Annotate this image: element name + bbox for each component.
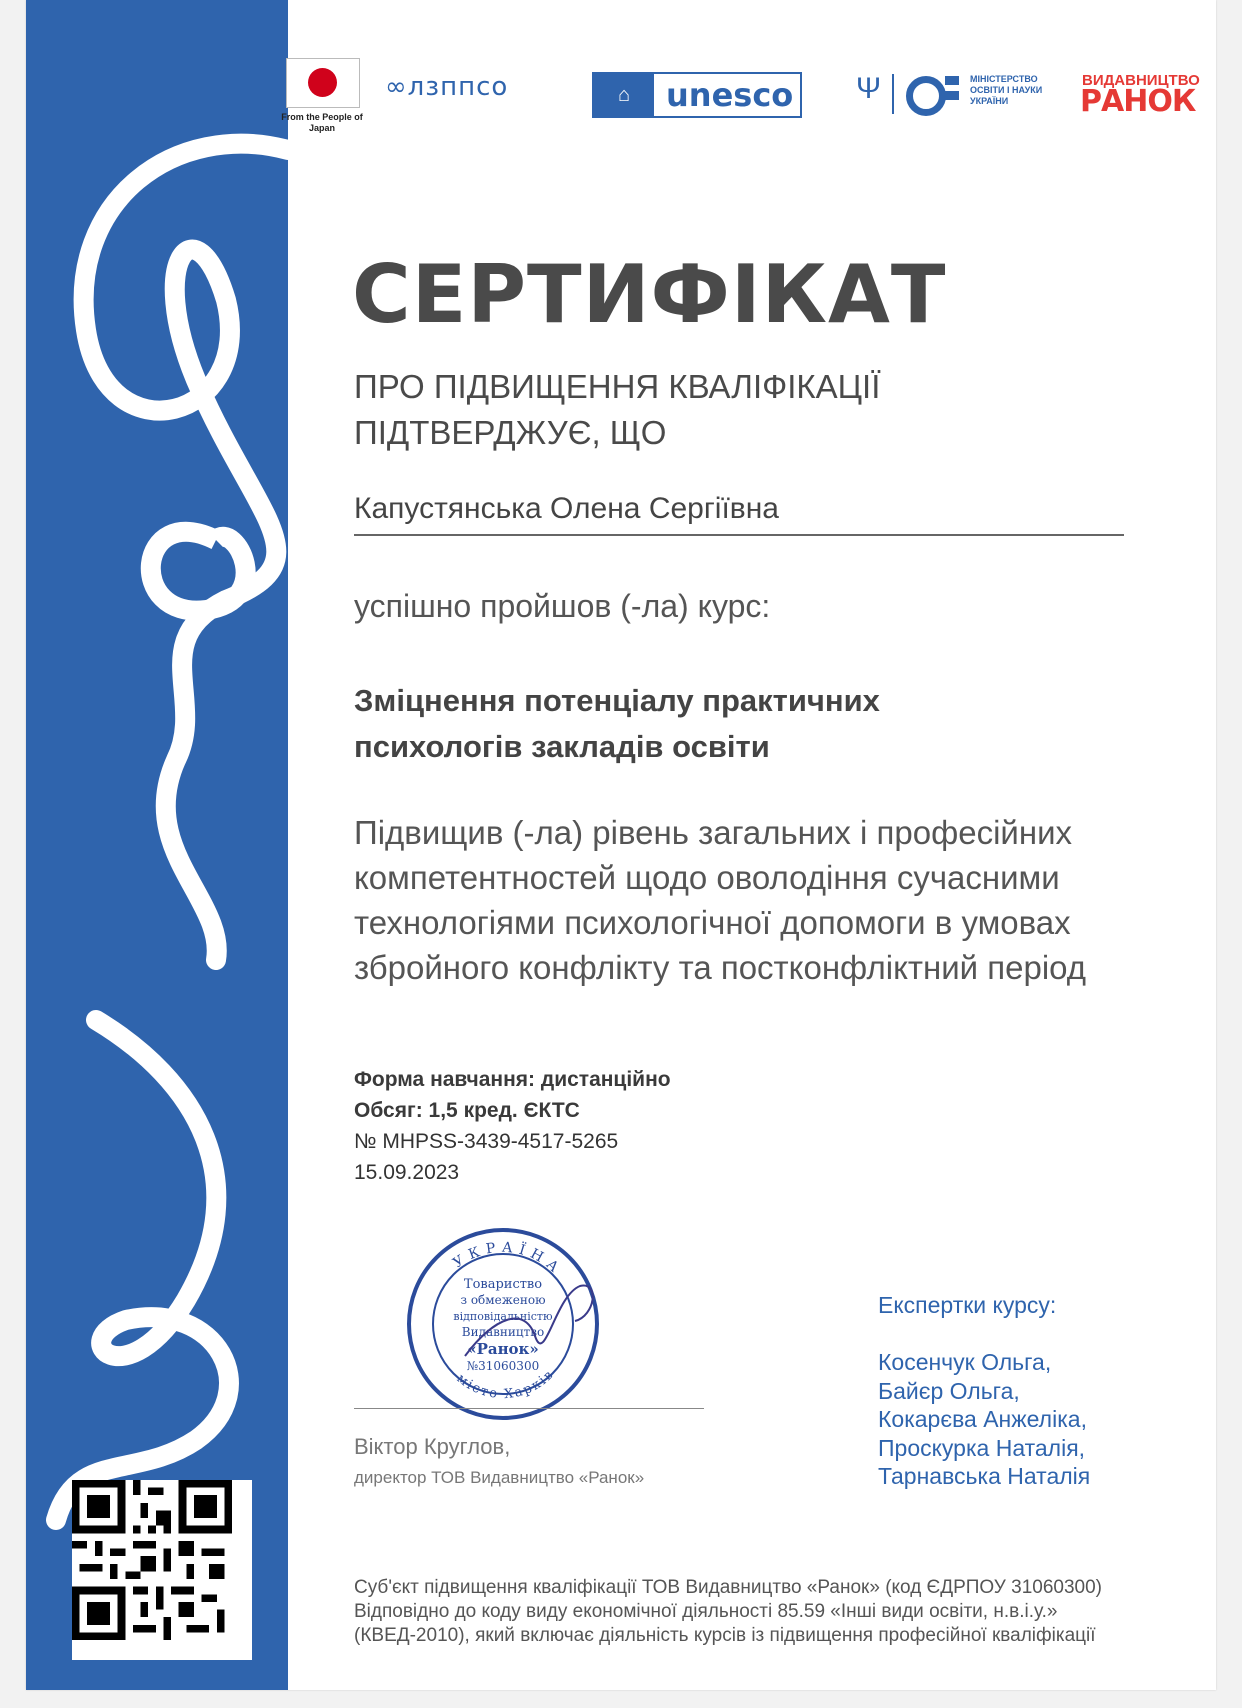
swirl-decoration	[26, 0, 288, 1690]
experts-heading: Експертки курсу:	[878, 1292, 1057, 1318]
unesco-logo	[592, 72, 802, 118]
ministry-bars-icon	[945, 76, 959, 116]
japan-caption: From the People of Japan	[281, 112, 363, 133]
course-intro: успішно пройшов (-ла) курс:	[354, 588, 771, 624]
unesco-wordmark: unesco	[666, 76, 794, 114]
trident-icon: Ψ	[856, 72, 882, 105]
ministry-ring-icon	[906, 76, 946, 116]
stamp-line-5: «Ранок»	[467, 1340, 539, 1358]
certificate-date: 15.09.2023	[354, 1161, 460, 1184]
expert-name: Кокарєва Анжеліка,	[878, 1406, 1087, 1432]
certificate-details	[354, 1064, 671, 1188]
decorative-side-band	[26, 0, 288, 1690]
recipient-underline	[354, 534, 1124, 536]
stamp-line-3: відповідальністю	[453, 1310, 553, 1323]
ministry-divider	[892, 74, 894, 114]
temple-icon: ⌂	[594, 74, 654, 116]
expert-name: Проскурка Наталія,	[878, 1434, 1086, 1461]
expert-name: Косенчук Ольга,	[878, 1349, 1052, 1375]
lzppso-logo: ∞лзппсо	[385, 72, 509, 102]
stamp-line-1: Товариство	[463, 1277, 543, 1292]
expert-name: Тарнавська Наталія	[878, 1463, 1091, 1489]
certificate-subtitle: ПРО ПІДВИЩЕННЯ КВАЛІФІКАЦІЇ ПІДТВЕРДЖУЄ, ЩО	[354, 368, 881, 451]
legal-footer: Суб'єкт підвищення кваліфікації ТОВ Видавництво «Ранок» (код ЄДРПОУ 31060300) Відповідно до коду виду економічної діяльності 85.59 «Інші види освіти, н.в.і.у.» (КВЕД-2010), який включає діяльність курсів із підвищення професійної кваліфікації	[354, 1577, 1102, 1646]
stamp-ring-top: УКРАЇНА	[450, 1239, 566, 1280]
certificate-title: СЕРТИФІКАТ	[352, 248, 947, 341]
stamp-line-2: з обмеженою	[460, 1293, 546, 1307]
course-description: Підвищив (-ла) рівень загальних і професійних компетентностей щодо оволодіння сучасними технологіями психологічної допомоги в умовах збройного конфлікту та постконфліктний період	[354, 814, 1087, 986]
japan-flag-logo	[286, 58, 360, 108]
credit-volume: Обсяг: 1,5 кред. ЄКТС	[354, 1099, 580, 1122]
recipient-name: Капустянська Олена Сергіївна	[354, 492, 779, 525]
ranok-logo-top: ВИДАВНИЦТВО	[1082, 72, 1200, 89]
stamp-line-4: Видавництво	[461, 1325, 545, 1339]
signer-role: директор ТОВ Видавництво «Ранок»	[354, 1468, 645, 1487]
svg-text:УКРАЇНА	[450, 1240, 566, 1280]
signature-line	[354, 1408, 704, 1409]
infinity-icon: ∞	[385, 72, 408, 102]
certificate-number: № MHPSS-3439-4517-5265	[354, 1130, 619, 1153]
stamp-line-6: №31060300	[466, 1359, 540, 1373]
expert-name: Байєр Ольга,	[878, 1377, 1020, 1404]
ministry-name: МІНІСТЕРСТВО ОСВІТИ І НАУКИ УКРАЇНИ	[970, 74, 1043, 106]
study-form: Форма навчання: дистанційно	[354, 1068, 671, 1091]
stamp-ring-bottom: місто Харків	[453, 1366, 558, 1403]
qr-code[interactable]	[72, 1480, 252, 1660]
signer-name: Віктор Круглов,	[354, 1434, 511, 1459]
course-title: Зміцнення потенціалу практичних психологів закладів освіти	[354, 683, 880, 764]
japan-flag-sun	[308, 68, 337, 97]
company-stamp	[405, 1226, 601, 1422]
qr-code-icon	[72, 1480, 232, 1640]
ranok-logo: РАНОК	[1080, 84, 1196, 119]
experts-list	[878, 1348, 1090, 1491]
